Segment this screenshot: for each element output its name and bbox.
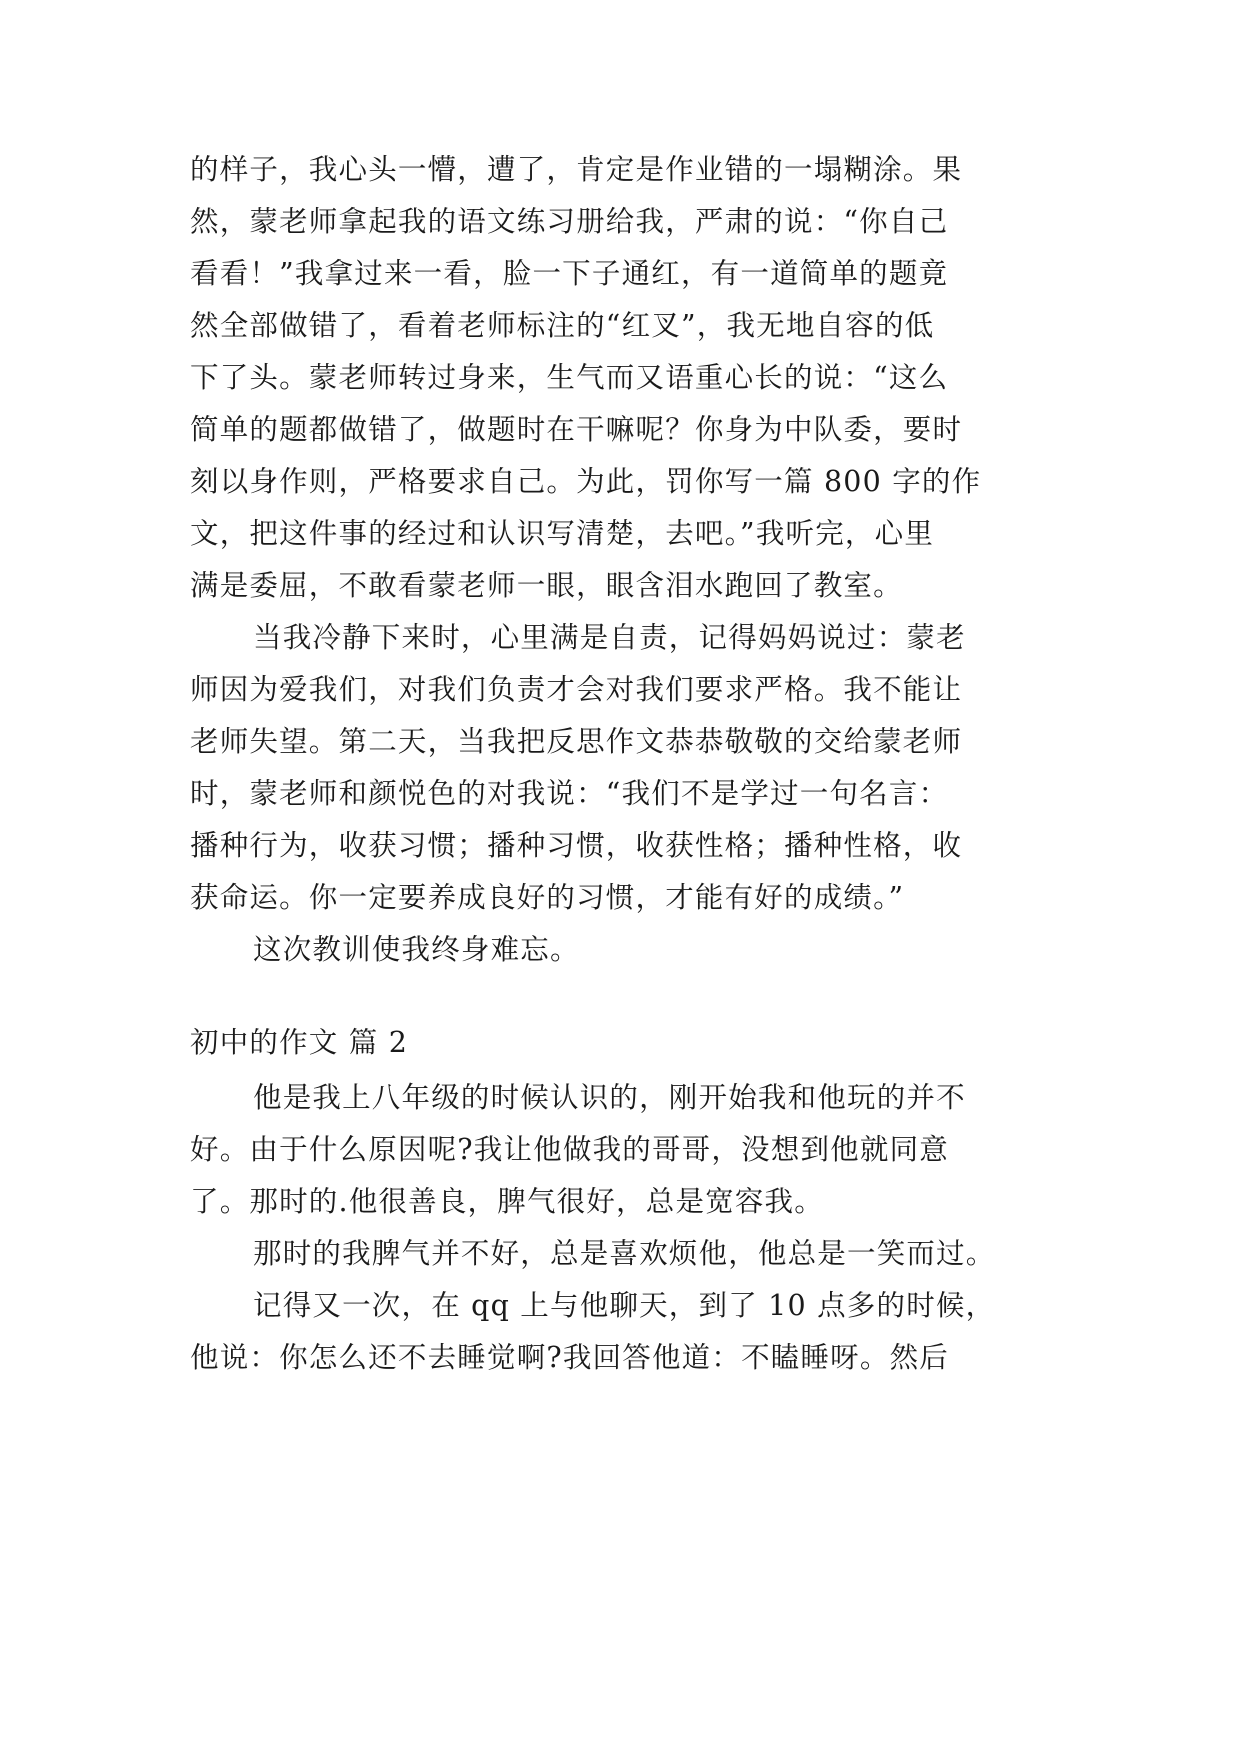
text-line: 看看！”我拿过来一看，脸一下子通红，有一道简单的题竟 — [190, 257, 949, 290]
text-line: 文，把这件事的经过和认识写清楚，去吧。”我听完，心里 — [190, 517, 935, 550]
paragraph-start-line: 当我冷静下来时，心里满是自责，记得妈妈说过：蒙老 — [253, 621, 966, 654]
text-line: 满是委屈，不敢看蒙老师一眼，眼含泪水跑回了教室。 — [190, 569, 903, 602]
text-line: 老师失望。第二天，当我把反思作文恭恭敬敬的交给蒙老师 — [190, 725, 963, 758]
text-line: 播种行为，收获习惯；播种习惯，收获性格；播种性格，收 — [190, 829, 963, 862]
section-title: 初中的作文 篇 2 — [190, 1026, 409, 1059]
text-line: 下了头。蒙老师转过身来，生气而又语重心长的说：“这么 — [190, 361, 949, 394]
paragraph-start-line: 那时的我脾气并不好，总是喜欢烦他，他总是一笑而过。 — [253, 1237, 996, 1270]
paragraph-start-line: 记得又一次，在 qq 上与他聊天，到了 10 点多的时候， — [253, 1289, 996, 1322]
text-line: 刻以身作则，严格要求自己。为此，罚你写一篇 800 字的作 — [190, 465, 982, 498]
text-line: 了。那时的.他很善良，脾气很好，总是宽容我。 — [190, 1185, 824, 1218]
text-line: 简单的题都做错了，做题时在干嘛呢？你身为中队委，要时 — [190, 413, 963, 446]
text-line: 时，蒙老师和颜悦色的对我说：“我们不是学过一句名言： — [190, 777, 949, 810]
text-line: 他说：你怎么还不去睡觉啊?我回答他道：不瞌睡呀。然后 — [190, 1341, 949, 1374]
text-line: 然，蒙老师拿起我的语文练习册给我，严肃的说：“你自己 — [190, 205, 949, 238]
text-line: 师因为爱我们，对我们负责才会对我们要求严格。我不能让 — [190, 673, 963, 706]
text-line: 获命运。你一定要养成良好的习惯，才能有好的成绩。” — [190, 881, 905, 914]
text-line: 的样子，我心头一懵，遭了，肯定是作业错的一塌糊涂。果 — [190, 153, 963, 186]
paragraph-start-line: 这次教训使我终身难忘。 — [253, 933, 580, 966]
paragraph-start-line: 他是我上八年级的时候认识的，刚开始我和他玩的并不 — [253, 1081, 966, 1114]
text-line: 好。由于什么原因呢?我让他做我的哥哥，没想到他就同意 — [190, 1133, 949, 1166]
text-line: 然全部做错了，看着老师标注的“红叉”，我无地自容的低 — [190, 309, 935, 342]
